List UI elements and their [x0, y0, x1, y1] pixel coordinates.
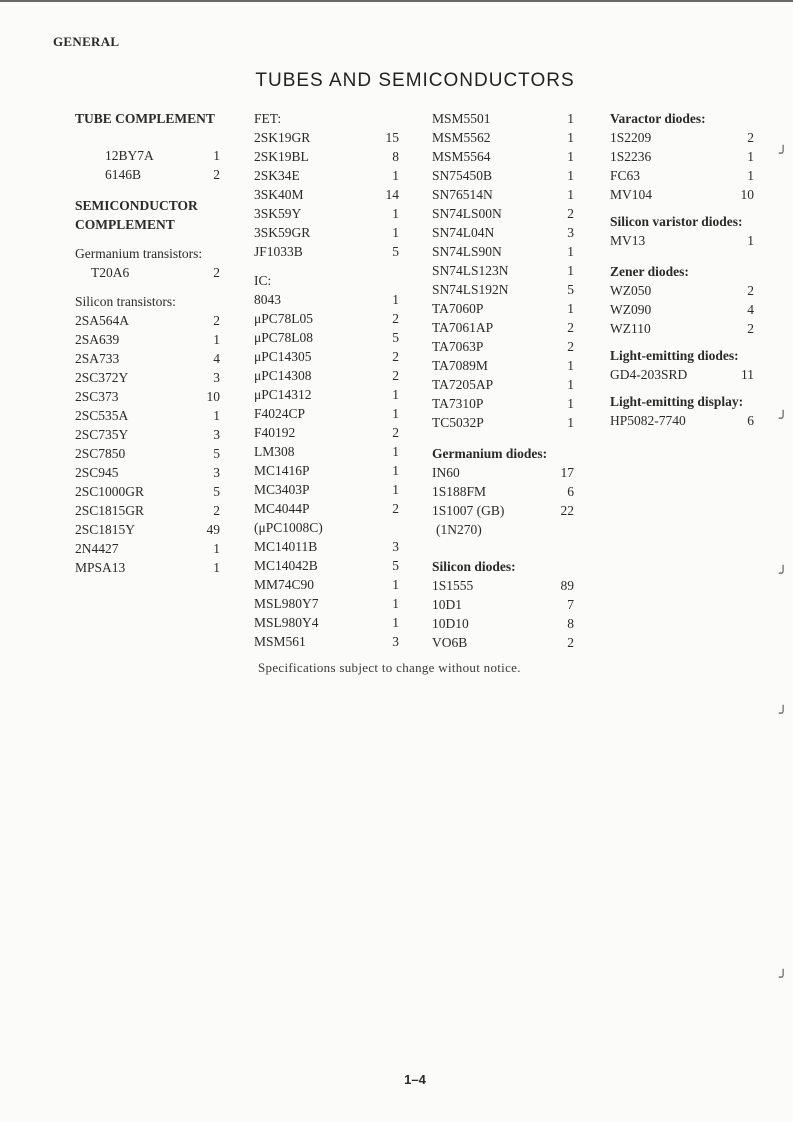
- part-number: 3SK59GR: [254, 225, 311, 240]
- column-3: [432, 109, 574, 652]
- list-item: [432, 482, 574, 501]
- quantity: 2: [567, 320, 574, 335]
- quantity: 1: [392, 577, 399, 592]
- quantity: 49: [206, 522, 220, 537]
- part-number: 2SA564A: [75, 313, 130, 328]
- list-item: [610, 147, 754, 166]
- part-number: TA7060P: [432, 301, 484, 316]
- part-number: TC5032P: [432, 415, 484, 430]
- light-emitting-display-heading: Light-emitting display:: [610, 394, 744, 409]
- germanium-diodes-list: [432, 463, 574, 520]
- list-item: [432, 223, 574, 242]
- list-item: [432, 463, 574, 482]
- list-item: T20A6 2: [91, 265, 220, 280]
- quantity: 2: [567, 339, 574, 354]
- part-number: MC14042B: [254, 558, 318, 573]
- quantity: 1: [567, 358, 574, 373]
- part-number: 1S2209: [610, 130, 652, 145]
- list-item: [254, 461, 399, 480]
- quantity: 2: [747, 130, 754, 145]
- silicon-varistor-diodes-list: [610, 231, 754, 250]
- list-item: [432, 394, 574, 413]
- list-item: [254, 242, 399, 261]
- varactor-diodes-list: [610, 128, 754, 204]
- part-number: 1S1007 (GB): [432, 503, 505, 518]
- list-item: [610, 185, 754, 204]
- part-number: MV13: [610, 233, 646, 248]
- part-number: 2N4427: [75, 541, 119, 556]
- part-number: μPC14308: [254, 368, 312, 383]
- list-item: [432, 185, 574, 204]
- quantity: 2: [392, 501, 399, 516]
- quantity: 3: [392, 634, 399, 649]
- part-number: SN74LS123N: [432, 263, 509, 278]
- list-item: [75, 330, 220, 349]
- part-number: VO6B: [432, 635, 468, 650]
- list-item: [610, 319, 754, 338]
- silicon-transistors-heading: Silicon transistors:: [75, 294, 176, 309]
- list-item: [610, 411, 754, 430]
- quantity: 1: [392, 206, 399, 221]
- list-item: [75, 311, 220, 330]
- binder-hole-mark: ╯: [779, 971, 788, 986]
- part-number: TA7061AP: [432, 320, 494, 335]
- list-item: [254, 204, 399, 223]
- list-item: [75, 368, 220, 387]
- list-item: [254, 442, 399, 461]
- part-number: HP5082-7740: [610, 413, 686, 428]
- quantity: 1: [747, 149, 754, 164]
- part-number: 2SA639: [75, 332, 120, 347]
- list-item: [432, 204, 574, 223]
- part-number: MSL980Y7: [254, 596, 319, 611]
- quantity: 89: [560, 578, 574, 593]
- top-rule: [0, 0, 793, 2]
- part-number: FC63: [610, 168, 641, 183]
- part-number: 2SK19BL: [254, 149, 309, 164]
- quantity: 1: [567, 168, 574, 183]
- part-number: SN74LS192N: [432, 282, 509, 297]
- quantity: 4: [213, 351, 220, 366]
- quantity: 1: [392, 168, 399, 183]
- quantity: 1: [392, 292, 399, 307]
- part-number: 1S1555: [432, 578, 474, 593]
- part-number: IN60: [432, 465, 460, 480]
- quantity: 8: [392, 149, 399, 164]
- list-item: [75, 482, 220, 501]
- quantity: 1: [567, 149, 574, 164]
- part-number: 8043: [254, 292, 281, 307]
- list-item: [432, 147, 574, 166]
- fet-heading: FET:: [254, 111, 282, 126]
- part-number: 2SC373: [75, 389, 119, 404]
- part-number: 2SC1815GR: [75, 503, 145, 518]
- quantity: 3: [213, 370, 220, 385]
- list-item: [75, 463, 220, 482]
- list-item: [254, 613, 399, 632]
- quantity: 6: [567, 484, 574, 499]
- quantity: 7: [567, 597, 574, 612]
- quantity: 2: [392, 311, 399, 326]
- list-item: [75, 539, 220, 558]
- list-item: 12BY7A 1: [105, 148, 220, 163]
- quantity: 1: [213, 560, 220, 575]
- column-2: [254, 109, 399, 651]
- quantity: 1: [213, 332, 220, 347]
- part-number: μPC78L05: [254, 311, 313, 326]
- list-item: [75, 501, 220, 520]
- part-number: 2SK34E: [254, 168, 300, 183]
- column-1: [75, 109, 220, 577]
- list-item: [254, 309, 399, 328]
- list-item: [254, 480, 399, 499]
- list-item: [254, 166, 399, 185]
- quantity: 2: [567, 206, 574, 221]
- zener-diodes-heading: Zener diodes:: [610, 264, 689, 279]
- mc4044-alternate: (μPC1008C): [254, 520, 323, 535]
- list-item: [610, 365, 754, 384]
- part-number: 3SK59Y: [254, 206, 302, 221]
- quantity: 22: [560, 503, 574, 518]
- part-number: 1S188FM: [432, 484, 487, 499]
- part-number: F4024CP: [254, 406, 306, 421]
- part-number: 2SC735Y: [75, 427, 129, 442]
- list-item: [254, 404, 399, 423]
- part-number: TA7089M: [432, 358, 488, 373]
- quantity: 17: [560, 465, 574, 480]
- list-item: [610, 281, 754, 300]
- list-item: [432, 128, 574, 147]
- quantity: 1: [213, 541, 220, 556]
- quantity: 2: [747, 321, 754, 336]
- column-4: [610, 109, 754, 430]
- list-item: [254, 328, 399, 347]
- quantity: 15: [385, 130, 399, 145]
- part-number: 3SK40M: [254, 187, 304, 202]
- quantity: 1: [213, 408, 220, 423]
- part-number: F40192: [254, 425, 296, 440]
- quantity: 2: [392, 368, 399, 383]
- quantity: 10: [206, 389, 220, 404]
- list-item: [254, 366, 399, 385]
- list-item: [432, 166, 574, 185]
- section-label: GENERAL: [53, 34, 120, 49]
- quantity: 1: [392, 444, 399, 459]
- part-number: WZ090: [610, 302, 652, 317]
- quantity: 11: [741, 367, 754, 382]
- list-item: [432, 318, 574, 337]
- binder-hole-mark: ╯: [779, 147, 788, 162]
- quantity: 3: [213, 465, 220, 480]
- list-item: [75, 520, 220, 539]
- part-number: 10D10: [432, 616, 469, 631]
- light-emitting-diodes-heading: Light-emitting diodes:: [610, 348, 739, 363]
- quantity: 1: [392, 387, 399, 402]
- part-number: 10D1: [432, 597, 462, 612]
- part-number: MC4044P: [254, 501, 310, 516]
- zener-diodes-list: [610, 281, 754, 338]
- part-number: MC3403P: [254, 482, 310, 497]
- list-item: 6146B 2: [105, 167, 220, 182]
- quantity: 1: [567, 111, 574, 126]
- quantity: 4: [747, 302, 754, 317]
- list-item: [75, 349, 220, 368]
- list-item: [254, 290, 399, 309]
- part-number: WZ050: [610, 283, 652, 298]
- list-item: [254, 423, 399, 442]
- part-number: 1S2236: [610, 149, 652, 164]
- ic-list: [432, 109, 574, 432]
- quantity: 2: [567, 635, 574, 650]
- list-item: [432, 633, 574, 652]
- part-number: SN74LS90N: [432, 244, 502, 259]
- list-item: [75, 425, 220, 444]
- quantity: 3: [567, 225, 574, 240]
- part-number: 2SC945: [75, 465, 119, 480]
- part-number: 2SA733: [75, 351, 120, 366]
- light-emitting-diodes-list: [610, 365, 754, 384]
- list-item: [254, 223, 399, 242]
- part-number: WZ110: [610, 321, 651, 336]
- quantity: 5: [213, 484, 220, 499]
- part-number: MSL980Y4: [254, 615, 319, 630]
- quantity: 3: [213, 427, 220, 442]
- part-number: SN74L04N: [432, 225, 495, 240]
- list-item: [432, 356, 574, 375]
- list-item: [432, 280, 574, 299]
- quantity: 1: [567, 301, 574, 316]
- binder-hole-mark: ╯: [779, 567, 788, 582]
- quantity: 3: [392, 539, 399, 554]
- binder-hole-mark: ╯: [779, 412, 788, 427]
- fet-list: [254, 128, 399, 261]
- quantity: 1: [392, 596, 399, 611]
- list-item: [610, 166, 754, 185]
- list-item: [254, 499, 399, 518]
- quantity: 1: [392, 406, 399, 421]
- list-item: [75, 444, 220, 463]
- part-number: SN74LS00N: [432, 206, 502, 221]
- quantity: 1: [567, 263, 574, 278]
- part-number: 2SK19GR: [254, 130, 311, 145]
- light-emitting-display-list: [610, 411, 754, 430]
- tube-complement-heading: TUBE COMPLEMENT: [75, 111, 215, 126]
- quantity: 5: [213, 446, 220, 461]
- quantity: 1: [567, 244, 574, 259]
- list-item: [254, 575, 399, 594]
- list-item: [432, 337, 574, 356]
- list-item: [254, 556, 399, 575]
- binder-hole-mark: ╯: [779, 707, 788, 722]
- silicon-diodes-list: [432, 576, 574, 652]
- part-number: GD4-203SRD: [610, 367, 688, 382]
- part-number: MM74C90: [254, 577, 315, 592]
- part-number: TA7063P: [432, 339, 484, 354]
- list-item: [254, 347, 399, 366]
- list-item: [254, 537, 399, 556]
- list-item: [254, 632, 399, 651]
- quantity: 1: [567, 415, 574, 430]
- quantity: 1: [392, 482, 399, 497]
- quantity: 1: [392, 225, 399, 240]
- specifications-note: Specifications subject to change without notice.: [258, 660, 521, 675]
- part-number: LM308: [254, 444, 295, 459]
- list-item: [432, 501, 574, 520]
- part-number: 2SC372Y: [75, 370, 129, 385]
- quantity: 14: [385, 187, 399, 202]
- part-number: SN76514N: [432, 187, 493, 202]
- list-item: [254, 147, 399, 166]
- quantity: 1: [567, 187, 574, 202]
- part-number: TA7205AP: [432, 377, 494, 392]
- varactor-diodes-heading: Varactor diodes:: [610, 111, 706, 126]
- list-item: [432, 595, 574, 614]
- page-number: 1–4: [404, 1072, 426, 1087]
- quantity: 8: [567, 616, 574, 631]
- quantity: 2: [392, 349, 399, 364]
- quantity: 5: [392, 558, 399, 573]
- list-item: [432, 413, 574, 432]
- quantity: 1: [567, 130, 574, 145]
- part-number: MPSA13: [75, 560, 126, 575]
- part-number: μPC14312: [254, 387, 312, 402]
- list-item: [610, 300, 754, 319]
- part-number: TA7310P: [432, 396, 484, 411]
- list-item: [610, 231, 754, 250]
- quantity: 1: [567, 396, 574, 411]
- quantity: 5: [392, 330, 399, 345]
- part-number: 2SC535A: [75, 408, 129, 423]
- part-number: 2SC1815Y: [75, 522, 136, 537]
- list-item: [254, 185, 399, 204]
- silicon-varistor-diodes-heading: Silicon varistor diodes:: [610, 214, 743, 229]
- part-number: MV104: [610, 187, 653, 202]
- silicon-diodes-heading: Silicon diodes:: [432, 559, 516, 574]
- ic-heading: IC:: [254, 273, 272, 288]
- list-item: [75, 558, 220, 577]
- list-item: [432, 299, 574, 318]
- list-item: [254, 385, 399, 404]
- semiconductor-heading: SEMICONDUCTOR: [75, 198, 198, 213]
- quantity: 5: [567, 282, 574, 297]
- quantity: 1: [567, 377, 574, 392]
- part-number: MC14011B: [254, 539, 318, 554]
- quantity: 2: [213, 313, 220, 328]
- quantity: 2: [747, 283, 754, 298]
- quantity: 1: [392, 615, 399, 630]
- germanium-diode-alternate: (1N270): [436, 522, 482, 537]
- list-item: [432, 375, 574, 394]
- part-number: JF1033B: [254, 244, 303, 259]
- part-number: μPC14305: [254, 349, 312, 364]
- part-number: SN75450B: [432, 168, 493, 183]
- list-item: [254, 128, 399, 147]
- quantity: 1: [392, 463, 399, 478]
- silicon-transistors-list: [75, 311, 220, 577]
- quantity: 2: [213, 503, 220, 518]
- part-number: MSM5564: [432, 149, 491, 164]
- list-item: [432, 242, 574, 261]
- quantity: 2: [392, 425, 399, 440]
- germanium-diodes-heading: Germanium diodes:: [432, 446, 548, 461]
- part-number: μPC78L08: [254, 330, 313, 345]
- part-number: 2SC1000GR: [75, 484, 145, 499]
- list-item: [432, 109, 574, 128]
- list-item: [254, 594, 399, 613]
- list-item: [432, 576, 574, 595]
- list-item: [75, 387, 220, 406]
- list-item: [432, 261, 574, 280]
- list-item: [432, 614, 574, 633]
- part-number: MC1416P: [254, 463, 310, 478]
- part-number: MSM5562: [432, 130, 491, 145]
- part-number: MSM5501: [432, 111, 491, 126]
- page-title: TUBES AND SEMICONDUCTORS: [255, 70, 575, 91]
- list-item: [610, 128, 754, 147]
- ic-list: [254, 537, 399, 651]
- quantity: 1: [747, 168, 754, 183]
- quantity: 5: [392, 244, 399, 259]
- quantity: 10: [740, 187, 754, 202]
- part-number: 2SC7850: [75, 446, 126, 461]
- quantity: 6: [747, 413, 754, 428]
- ic-list: [254, 290, 399, 518]
- quantity: 1: [747, 233, 754, 248]
- germanium-transistors-heading: Germanium transistors:: [75, 246, 203, 261]
- list-item: [75, 406, 220, 425]
- complement-heading: COMPLEMENT: [75, 217, 175, 232]
- part-number: MSM561: [254, 634, 306, 649]
